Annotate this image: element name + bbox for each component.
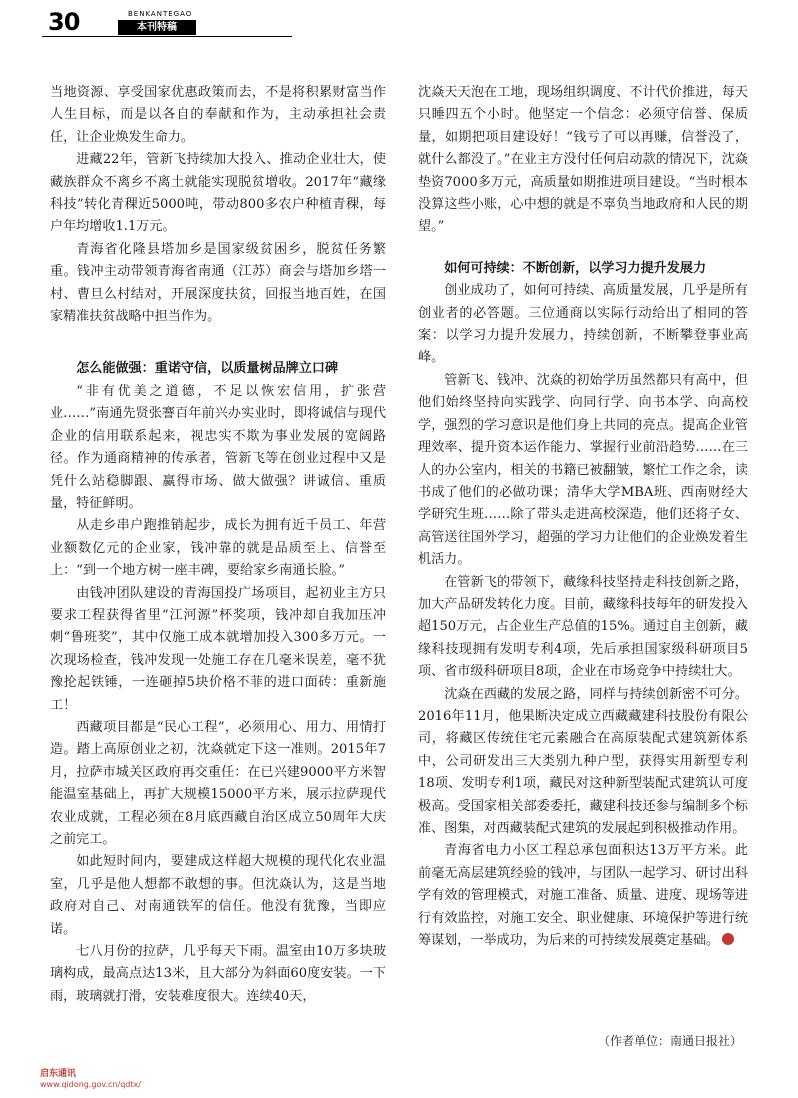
paragraph-text: 青海省电力小区工程总承包面积达13万平方米。此前毫无高层建筑经验的钱冲，与团队一起学习、研讨出科学有效的管理模式，对施工准备、质量、进度、现场等进行有效监控，对施工安全、职业健康、环境保护等进行统筹谋划，一举成功，为后来的可持续发展奠定基础。 — [418, 843, 748, 949]
section-gap — [50, 328, 386, 358]
paragraph: 由钱冲团队建设的青海国投广场项目，起初业主方只要求工程获得省里“江河源”杯奖项，钱冲却自我加压冲刺“鲁班奖”，其中仅施工成本就增加投入300多万元。一次现场检查，钱冲发现一处施工存在几毫米误差，毫不犹豫抡起铁锤，一连砸掉5块价格不菲的进口面砖：重新施工！ — [50, 585, 386, 713]
paragraph: 西藏项目都是“民心工程”，必须用心、用力、用情打造。踏上高原创业之初，沈焱就定下这一准则。2015年7月，拉萨市城关区政府再交重任：在已兴建9000平方米智能温室基础上，再扩大规模15000平方米，展示拉萨现代农业成就，工程必须在8月底西藏自治区成立50周年大庆之前完工。 — [50, 719, 386, 847]
page-number: 30 — [48, 8, 80, 36]
paragraph: 青海省化隆县塔加乡是国家级贫困乡，脱贫任务繁重。钱冲主动带领青海省南通（江苏）商会与塔加乡塔一村、曹旦么村结对，开展深度扶贫，回报当地百姓，在国家精准扶贫战略中担当作为。 — [50, 241, 386, 325]
section-heading: 怎么能做强：重诺守信，以质量树品牌立口碑 — [76, 361, 339, 377]
paragraph: 创业成功了，如何可持续、高质量发展，几乎是所有创业者的必答题。三位通商以实际行动给出了相同的答案：以学习力提升发展力，持续创新，不断攀登事业高峰。 — [418, 283, 748, 366]
column-name-pinyin: BENKANTEGAO — [128, 10, 193, 18]
paragraph: “非有优美之道德，不足以恢宏信用，扩张营业……”南通先贤张謇百年前兴办实业时，即将诚信与现代企业的信用联系起来，视忠实不欺为事业发展的宽阔路径。作为通商精神的传承者，管新飞等在创业过程中又是凭什么站稳脚跟、赢得市场、做大做强？讲诚信、重质量，特征鲜明。 — [50, 383, 386, 511]
column-label: 本刊特稿 — [118, 20, 196, 35]
header-rule — [42, 36, 292, 37]
section-gap — [418, 239, 748, 258]
right-column — [418, 82, 748, 952]
page-footer — [40, 1066, 141, 1089]
paragraph: 七八月份的拉萨，几乎每天下雨。温室由10万多块玻璃构成，最高点达13米，且大部分为斜面60度安装。一下雨，玻璃就打滑，安装难度很大。连续40天， — [50, 944, 386, 1004]
paragraph: 管新飞、钱冲、沈焱的初始学历虽然都只有高中，但他们始终坚持向实践学、向同行学、向书本学、向高校学，强烈的学习意识是他们身上共同的亮点。提高企业管理效率、提升资本运作能力、掌握行业前沿趋势……在三人的办公室内，相关的书籍已被翻皱，繁忙工作之余，读书成了他们的必做功课；清华大学MBA班、西南财经大学研究生班……除了带头走进高校深造，他们还将子女、高管送往国外学习，超强的学习力让他们的企业焕发着生机活力。 — [418, 372, 748, 568]
section-heading: 如何可持续：不断创新，以学习力提升发展力 — [444, 260, 707, 276]
footer-url-link[interactable]: www.qidong.gov.cn/qdtx/ — [40, 1080, 141, 1089]
end-mark-icon — [722, 933, 734, 945]
paragraph: 从走乡串户跑推销起步，成长为拥有近千员工、年营业额数亿元的企业家，钱冲靠的就是品质至上、信誉至上：“到一个地方树一座丰碑，要给家乡南通长脸。” — [50, 518, 386, 579]
page-header — [42, 6, 292, 40]
footer-brand: 启东通讯 — [40, 1069, 77, 1079]
paragraph: 沈焱天天泡在工地，现场组织调度、不计代价推进，每天只睡四五个小时。他坚定一个信念：必须守信誉、保质量，如期把项目建设好！“钱亏了可以再赚，信誉没了，就什么都没了。”在业主方没付任何启动款的情况下，沈焱垫资7000多万元，高质量如期推进项目建设。“当时根本没算这些小账，心中想的就是不辜负当地政府和人民的期望。” — [418, 85, 748, 235]
paragraph: 沈焱在西藏的发展之路，同样与持续创新密不可分。2016年11月，他果断决定成立西藏藏建科技股份有限公司，将藏区传统住宅元素融合在高原装配式建筑新体系中，公司研发出三大类别九种户型，获得实用新型专利18项、发明专利1项，藏民对这种新型装配式建筑认可度极高。受国家相关部委委托，藏建科技还参与编制多个标准、图集，对西藏装配式建筑的发展起到积极推动作用。 — [418, 686, 748, 836]
paragraph: 进藏22年，管新飞持续加大投入、推动企业壮大，使藏族群众不离乡不离土就能实现脱贫增收。2017年“藏缘科技”转化青稞近5000吨，带动800多农户种植青稞，每户年均增收1.1万元。 — [50, 152, 386, 235]
paragraph: 在管新飞的带领下，藏缘科技坚持走科技创新之路，加大产品研发转化力度。目前，藏缘科技每年的研发投入超150万元，占企业生产总值的15%。通过自主创新，藏缘科技现拥有发明专利4项，先后承担国家级科研项目5项、省市级科研项目8项，企业在市场竞争中持续壮大。 — [418, 574, 748, 680]
paragraph: 如此短时间内，要建成这样超大规模的现代化农业温室，几乎是他人想都不敢想的事。但沈焱认为，这是当地政府对自己、对南通铁军的信任。他没有犹豫，当即应诺。 — [50, 854, 386, 937]
paragraph-last — [418, 840, 748, 952]
paragraph: 当地资源、享受国家优惠政策而去，不是将积累财富当作人生目标，而是以各自的奉献和作为，主动承担社会责任，让企业焕发生命力。 — [50, 85, 386, 145]
left-column — [50, 82, 386, 1008]
author-affiliation: （作者单位：南通日报社） — [598, 1034, 743, 1048]
